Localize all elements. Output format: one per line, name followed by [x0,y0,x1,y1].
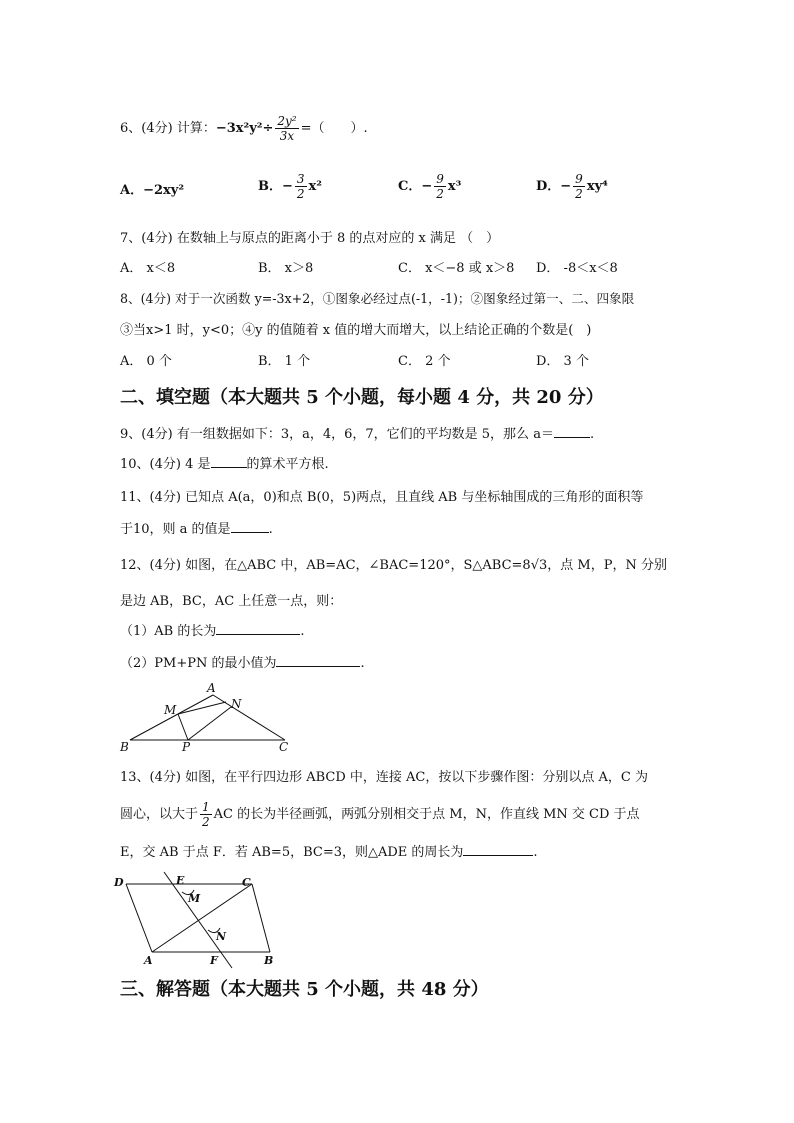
q12-label-m: M [164,703,177,717]
q7-option-b[interactable]: B． x＞8 [258,261,314,276]
q13-line3: E，交 AB 于点 F．若 AB=5，BC=3，则△ADE 的周长为 . [120,845,538,860]
q7-text: 7、(4分) 在数轴上与原点的距离小于 8 的点对应的 x 满足 （ ） [120,231,500,246]
q11-line1: 11、(4分) 已知点 A(a，0)和点 B(0，5)两点，且直线 AB 与坐标轴围成的三角形的面积等 [120,490,644,505]
q13-line1: 13、(4分) 如图，在平行四边形 ABCD 中，连接 AC，按以下步骤作图：分别以点 A，C 为 [120,770,648,785]
q13-label-e: E [176,874,185,887]
q6-frac-den: 3x [279,129,295,143]
q6-option-a[interactable]: A．−2xy² [120,183,185,198]
q8-option-d[interactable]: D． 3 个 [536,354,589,369]
q7-option-a[interactable]: A． x＜8 [120,261,176,276]
q8-line2: ③当x>1 时，y<0；④y 的值随着 x 值的增大而增大，以上结论正确的个数是( ) [120,323,592,338]
q12-sub1: （1）AB 的长为 . [120,624,305,639]
q6-option-c-frac: $\frac{9}{2}$ [436,172,444,201]
q13-label-c: C [242,876,251,889]
q12-label-n: N [231,697,242,711]
q13-answer-blank[interactable] [463,855,533,856]
q6-option-b[interactable]: B．− $\frac{3}{2}$ x² [258,172,322,201]
q6-expr-left: −3x²y²÷ [215,121,274,136]
q8-option-a[interactable]: A． 0 个 [120,354,172,369]
q12-sub2-blank[interactable] [276,666,360,667]
q6-option-b-frac: $\frac{3}{2}$ [296,172,305,201]
q6-prefix: 6、(4分) 计算： [120,121,216,136]
q10-line: 10、(4分) 4 是 的算术平方根. [120,457,329,472]
q9-line: 9、(4分) 有一组数据如下：3，a，4，6，7，它们的平均数是 5，那么 a＝ . [120,427,595,442]
q13-label-b: B [264,954,274,967]
q13-label-m: M [188,892,201,905]
q7-option-c[interactable]: C． x＜−8 或 x＞8 [398,261,515,276]
q13-parallelogram-figure [112,870,282,970]
q6-fraction [275,114,298,143]
section3-heading: 三、解答题（本大题共 5 个小题，共 48 分） [120,979,489,1000]
q9-answer-blank[interactable] [554,437,590,438]
q11-answer-blank[interactable] [231,532,269,533]
q6-suffix: =（ ）. [300,121,368,136]
q6-frac-num: 2y² [277,114,297,128]
q13-line2: 圆心，以大于 $\frac{1}{2}$ AC 的长为半径画弧，两弧分别相交于点 M，N，作直线 MN 交 CD 于点 [120,800,640,829]
q8-line1: 8、(4分) 对于一次函数 y=-3x+2，①图象必经过点(-1，-1)；②图象经过第一、二、四象限 [120,291,635,306]
q8-option-b[interactable]: B． 1 个 [258,354,311,369]
q13-label-f: F [210,954,218,967]
q6-option-c[interactable]: C．− $\frac{9}{2}$ x³ [398,172,462,201]
q12-label-a: A [207,681,216,695]
q12-line2: 是边 AB，BC，AC 上任意一点，则： [120,594,343,609]
q6-line [120,114,368,143]
q10-answer-blank[interactable] [211,467,247,468]
q6-option-d-frac: $\frac{9}{2}$ [575,172,583,201]
q12-label-p: P [182,740,191,754]
q12-triangle-figure [110,680,300,755]
q13-fraction: $\frac{1}{2}$ [202,800,210,829]
q13-label-a: A [144,954,153,967]
q12-sub1-blank[interactable] [216,634,300,635]
q12-line1: 12、(4分) 如图，在△ABC 中，AB=AC，∠BAC=120°，S△ABC=8√3，点 M，P，N 分别 [120,558,667,573]
section2-heading: 二、填空题（本大题共 5 个小题，每小题 4 分，共 20 分） [120,387,604,408]
q13-label-n: N [216,930,227,943]
q12-label-b: B [120,740,129,754]
q12-sub2: （2）PM+PN 的最小值为 . [120,656,365,671]
q7-option-d[interactable]: D． -8＜x＜8 [536,261,618,276]
q11-line2: 于10，则 a 的值是 . [120,522,273,537]
q13-label-d: D [114,876,124,889]
q6-option-d[interactable]: D．− $\frac{9}{2}$ xy⁴ [536,172,608,201]
q8-option-c[interactable]: C． 2 个 [398,354,451,369]
q12-label-c: C [279,740,289,754]
